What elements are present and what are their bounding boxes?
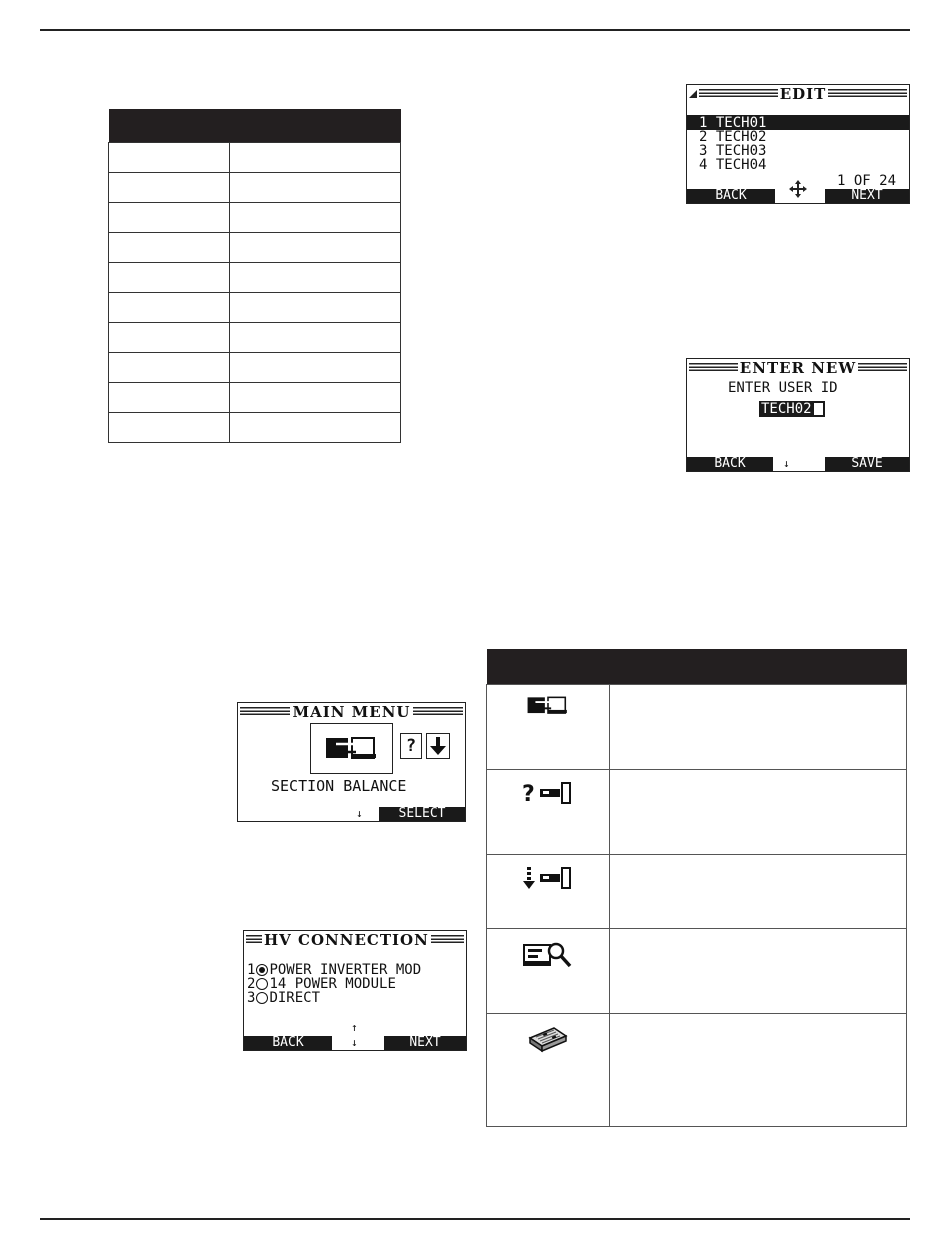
icon-legend-table <box>486 649 907 1127</box>
bottom-rule <box>40 1218 910 1220</box>
main-menu-softkey-bar <box>238 807 465 821</box>
icon-cell <box>487 1014 610 1127</box>
main-menu-title-bar <box>238 703 465 721</box>
radio-option[interactable] <box>247 977 396 991</box>
edit-title-bar <box>687 85 909 103</box>
radio-option[interactable] <box>247 991 320 1005</box>
main-menu-title: MAIN MENU <box>292 703 411 721</box>
top-rule <box>40 29 910 31</box>
table-row <box>109 203 401 233</box>
table-row <box>487 1014 907 1127</box>
enter-new-screen <box>686 358 910 472</box>
edit-softkey-bar <box>687 189 909 203</box>
table-row <box>109 143 401 173</box>
table-row <box>109 323 401 353</box>
hv-connection-softkey-bar <box>244 1021 466 1050</box>
main-menu-screen <box>237 702 466 822</box>
table-row <box>109 383 401 413</box>
table-row <box>109 293 401 323</box>
option-number: 2 <box>247 976 256 992</box>
description-cell <box>610 770 907 855</box>
radio-unselected-icon <box>256 992 268 1004</box>
svg-text:?: ? <box>522 782 535 806</box>
four-way-arrow-icon <box>788 179 808 199</box>
description-cell <box>610 1014 907 1127</box>
icon-cell <box>487 929 610 1014</box>
edit-title: EDIT <box>779 85 827 103</box>
list-item[interactable]: 1 TECH01 <box>699 115 767 131</box>
list-item[interactable]: 3 TECH03 <box>699 143 767 159</box>
description-cell <box>610 855 907 929</box>
cursor-block <box>814 403 823 415</box>
enter-new-softkey-bar <box>687 457 909 471</box>
back-button[interactable]: BACK <box>687 189 775 203</box>
arrow-down-icon: ↓ <box>783 457 790 470</box>
table-row <box>109 263 401 293</box>
download-tile[interactable] <box>426 733 450 759</box>
table-row <box>487 929 907 1014</box>
description-cell <box>610 685 907 770</box>
table-row <box>109 233 401 263</box>
menu-item-label: SECTION BALANCE <box>271 777 407 795</box>
next-button[interactable]: NEXT <box>384 1036 466 1050</box>
enter-new-title-bar <box>687 359 909 377</box>
table-row <box>109 353 401 383</box>
enter-new-title: ENTER NEW <box>739 359 857 377</box>
icon-cell <box>487 685 610 770</box>
table-row <box>487 855 907 929</box>
table-row <box>109 173 401 203</box>
battery-module-icon <box>526 1024 570 1054</box>
edit-screen <box>686 84 910 204</box>
option-number: 3 <box>247 990 256 1006</box>
inspect-module-icon <box>522 939 574 971</box>
table-header-row <box>487 649 907 685</box>
arrow-up-icon: ↑ <box>351 1021 358 1034</box>
table-row <box>109 413 401 443</box>
table-header-row <box>109 109 401 143</box>
corner-mark-icon <box>689 90 697 98</box>
page-indicator: 1 OF 24 <box>837 173 897 189</box>
help-icon: ? <box>405 736 417 756</box>
download-icon <box>428 735 448 757</box>
option-label: 14 POWER MODULE <box>269 976 396 992</box>
section-balance-icon <box>525 695 571 717</box>
hv-connection-title-bar <box>244 931 466 949</box>
description-cell <box>610 929 907 1014</box>
option-label: POWER INVERTER MOD <box>269 962 422 978</box>
select-button[interactable]: SELECT <box>379 807 465 821</box>
hv-connection-screen <box>243 930 467 1051</box>
save-button[interactable]: SAVE <box>825 457 909 471</box>
icon-cell <box>487 855 610 929</box>
arrow-down-icon: ↓ <box>356 807 363 820</box>
prompt-text: ENTER USER ID <box>728 380 838 396</box>
help-tile[interactable] <box>400 733 422 759</box>
radio-unselected-icon <box>256 978 268 990</box>
list-item[interactable]: 4 TECH04 <box>699 157 767 173</box>
option-number: 1 <box>247 962 256 978</box>
radio-option[interactable] <box>247 963 421 977</box>
back-button[interactable]: BACK <box>244 1036 332 1050</box>
table-row <box>487 770 907 855</box>
icon-cell <box>487 770 610 855</box>
help-module-icon <box>522 780 574 806</box>
arrow-down-icon: ↓ <box>351 1036 358 1049</box>
section-balance-tile[interactable] <box>310 723 393 774</box>
option-label: DIRECT <box>269 990 321 1006</box>
radio-selected-icon <box>256 964 268 976</box>
blank-table <box>108 109 401 443</box>
user-id-input[interactable] <box>759 401 825 417</box>
next-button[interactable]: NEXT <box>825 189 909 203</box>
hv-connection-title: HV CONNECTION <box>264 931 429 949</box>
back-button[interactable]: BACK <box>687 457 773 471</box>
list-item[interactable]: 2 TECH02 <box>699 129 767 145</box>
download-module-icon <box>522 865 574 891</box>
section-balance-icon <box>324 734 380 764</box>
user-id-value: TECH02 <box>761 401 812 417</box>
table-row <box>487 685 907 770</box>
